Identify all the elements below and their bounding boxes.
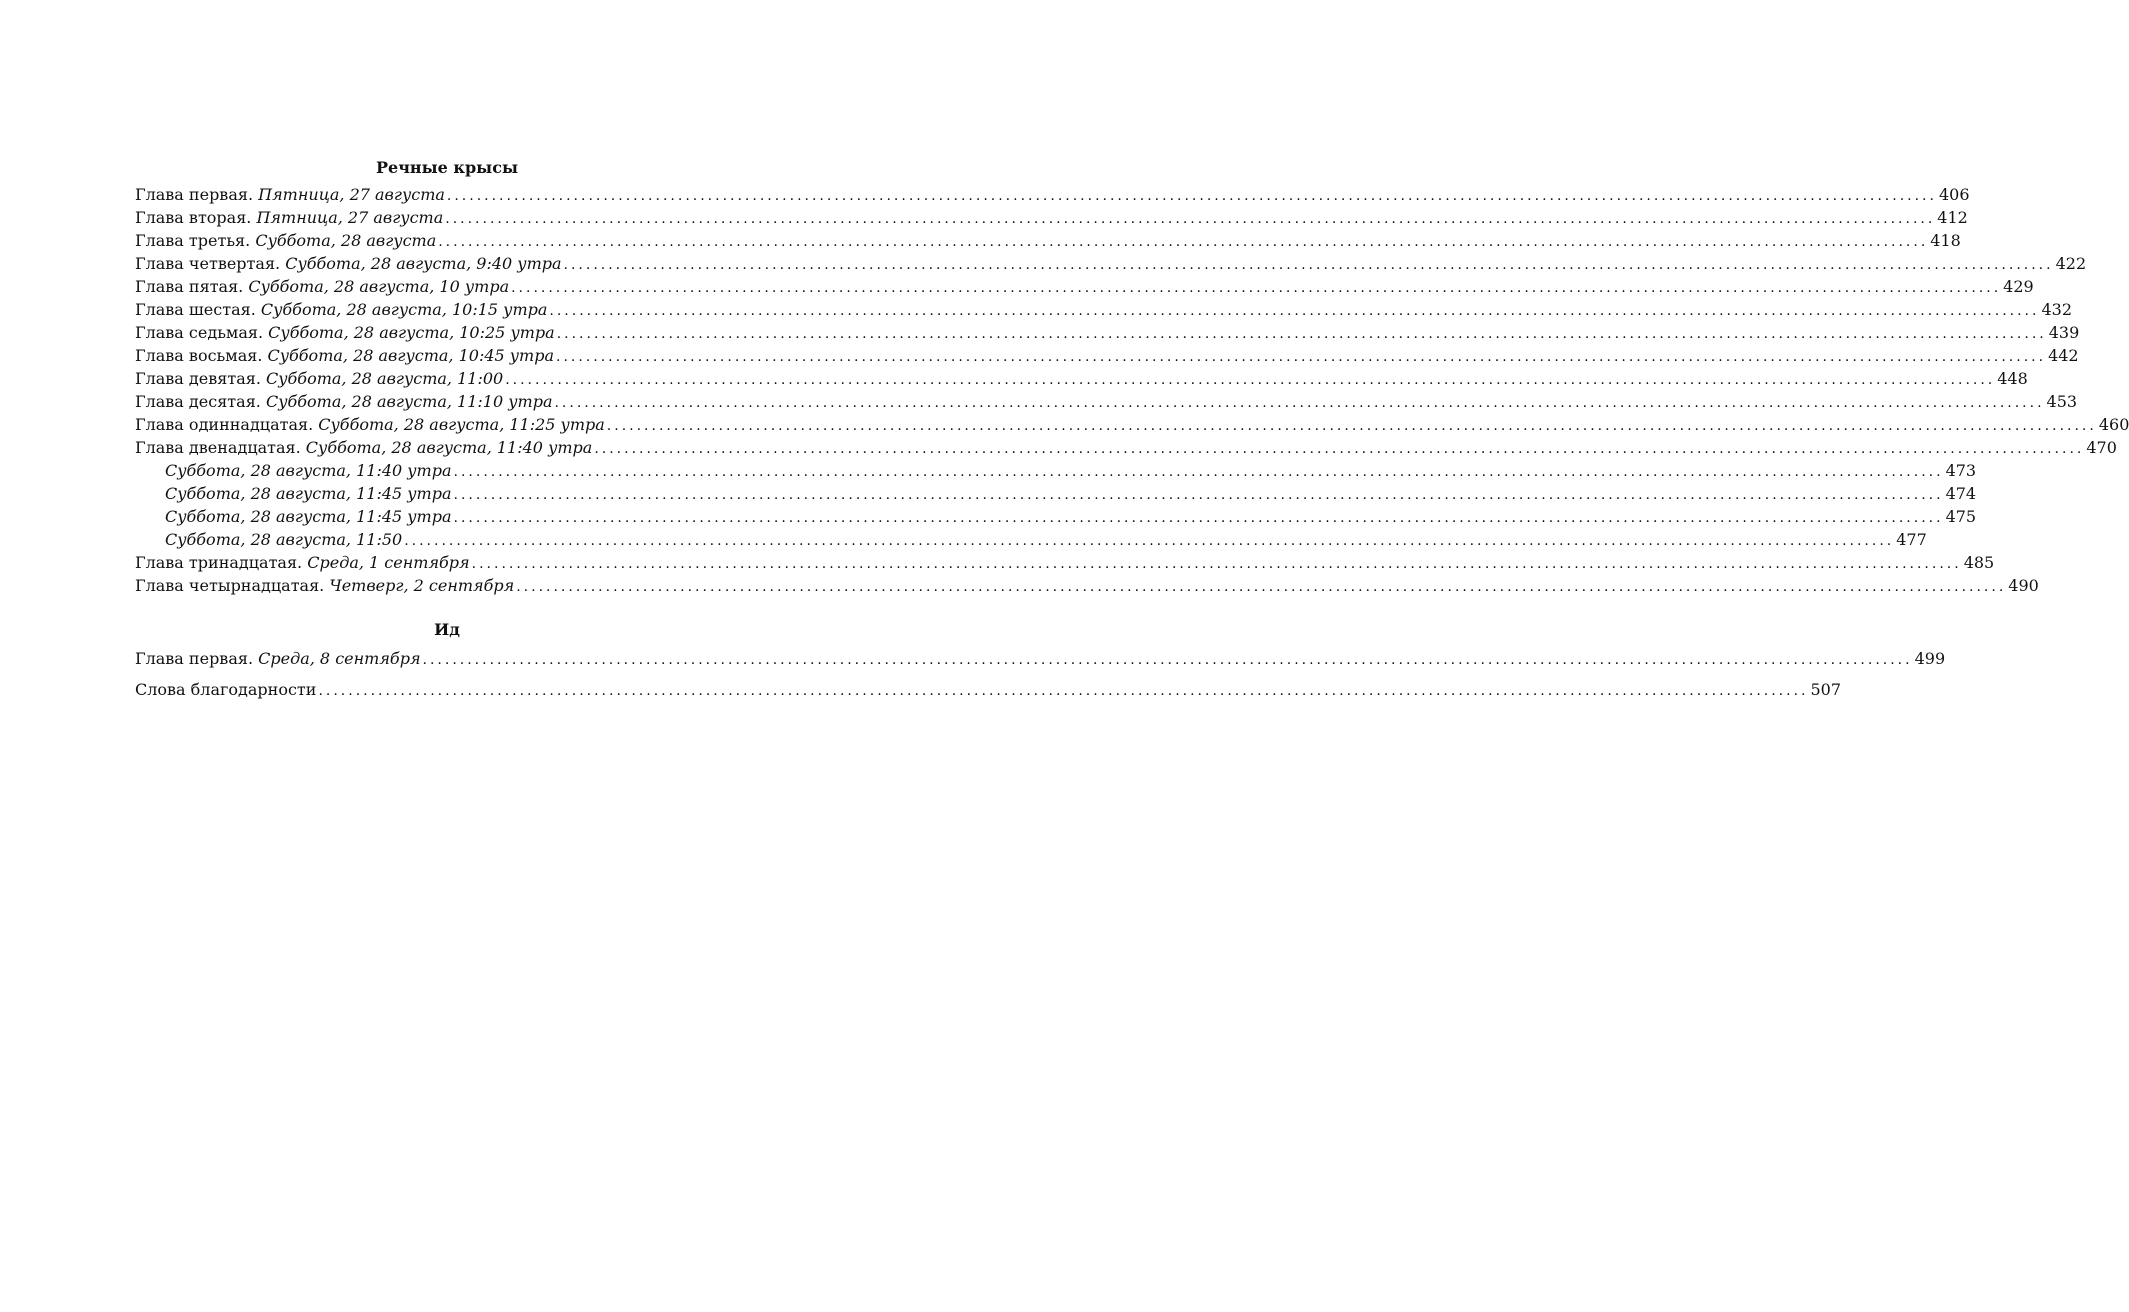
toc-entry-date: Суббота, 28 августа, 11:00 xyxy=(266,369,504,388)
toc-entry-label: Слова благодарности xyxy=(135,680,317,699)
toc-entry-date: Суббота, 28 августа, 10 утра xyxy=(248,277,510,296)
toc-entry-date: Среда, 1 сентября xyxy=(307,553,470,572)
toc-entry[interactable] xyxy=(135,390,2078,413)
toc-entry-label: Глава тринадцатая. xyxy=(135,553,308,572)
dot-leader: ........................................................................................................................................................................................................ xyxy=(453,487,1944,503)
toc-entry[interactable] xyxy=(135,298,2072,321)
toc-entry-page: 499 xyxy=(1914,649,1946,668)
toc-entry-page: 485 xyxy=(1963,553,1995,572)
toc-entry-label: Глава третья. xyxy=(135,231,256,250)
dot-leader: ........................................................................................................................................................................................................ xyxy=(453,464,1944,480)
dot-leader: ........................................................................................................................................................................................................ xyxy=(563,257,2054,273)
toc-entry-date: Суббота, 28 августа, 11:45 утра xyxy=(165,507,452,526)
toc-entry-acknowledgements[interactable] xyxy=(135,678,1842,701)
dot-leader: ........................................................................................................................................................................................................ xyxy=(422,652,1913,668)
toc-entry-page: 432 xyxy=(2041,300,2072,319)
toc-entry-label: Глава одиннадцатая. xyxy=(135,415,319,434)
toc-entry-date: Пятница, 27 августа xyxy=(258,185,445,204)
toc-entry[interactable] xyxy=(135,321,2080,344)
toc-entry-date: Суббота, 28 августа, 11:45 утра xyxy=(165,484,452,503)
toc-entry-date: Суббота, 28 августа, 9:40 утра xyxy=(285,254,562,273)
toc-entry-title xyxy=(135,551,470,574)
toc-entry-title xyxy=(135,344,554,367)
toc-entry-page: 422 xyxy=(2055,254,2087,273)
toc-entry-page: 418 xyxy=(1930,231,1961,250)
dot-leader: ........................................................................................................................................................................................................ xyxy=(606,418,2097,434)
toc-entry-page: 507 xyxy=(1810,680,1842,699)
toc-page xyxy=(135,155,2129,701)
toc-entry-page: 460 xyxy=(2098,415,2129,434)
toc-entry-title xyxy=(135,229,436,252)
toc-entry-label: Глава шестая. xyxy=(135,300,261,319)
toc-entry[interactable] xyxy=(135,344,2079,367)
toc-entry-label: Глава двенадцатая. xyxy=(135,438,306,457)
toc-entry-date: Среда, 8 сентября xyxy=(258,649,421,668)
toc-entry-title xyxy=(135,390,552,413)
toc-entry[interactable] xyxy=(135,459,1977,482)
toc-entry-title xyxy=(135,183,445,206)
dot-leader: ........................................................................................................................................................................................................ xyxy=(511,280,2002,296)
toc-entry[interactable] xyxy=(135,436,2117,459)
dot-leader: ........................................................................................................................................................................................................ xyxy=(556,326,2047,342)
toc-entry[interactable] xyxy=(135,551,1995,574)
dot-leader: ........................................................................................................................................................................................................ xyxy=(445,211,1936,227)
toc-entry-label: Глава четвертая. xyxy=(135,254,286,273)
dot-leader: ........................................................................................................................................................................................................ xyxy=(556,349,2047,365)
toc-entry-title xyxy=(165,482,452,505)
toc-entry[interactable] xyxy=(135,367,2028,390)
toc-entry-label: Глава седьмая. xyxy=(135,323,269,342)
toc-entry[interactable] xyxy=(135,252,2087,275)
dot-leader: ........................................................................................................................................................................................................ xyxy=(318,683,1809,699)
toc-entry-page: 475 xyxy=(1945,507,1977,526)
toc-entry-title xyxy=(135,206,443,229)
toc-entry-label: Глава вторая. xyxy=(135,208,257,227)
toc-entry-label: Глава девятая. xyxy=(135,369,267,388)
dot-leader: ........................................................................................................................................................................................................ xyxy=(446,188,1937,204)
toc-entry-date: Четверг, 2 сентября xyxy=(329,576,515,595)
toc-entry[interactable] xyxy=(135,505,1977,528)
toc-entry-title xyxy=(165,505,452,528)
toc-entry-date: Суббота, 28 августа, 10:15 утра xyxy=(260,300,548,319)
toc-entry-title xyxy=(135,275,509,298)
toc-entry-date: Суббота, 28 августа, 11:25 утра xyxy=(318,415,605,434)
dot-leader: ........................................................................................................................................................................................................ xyxy=(554,395,2045,411)
toc-entry-title xyxy=(165,459,452,482)
toc-entry-date: Суббота, 28 августа, 11:40 утра xyxy=(165,461,452,480)
toc-entry-date: Суббота, 28 августа, 11:50 xyxy=(165,530,403,549)
toc-entry-date: Суббота, 28 августа, 10:45 утра xyxy=(267,346,555,365)
toc-entry-title xyxy=(135,436,592,459)
toc-entry[interactable] xyxy=(135,413,2129,436)
dot-leader: ........................................................................................................................................................................................................ xyxy=(404,533,1895,549)
toc-entry-page: 470 xyxy=(2086,438,2117,457)
toc-entry-page: 429 xyxy=(2003,277,2034,296)
dot-leader: ........................................................................................................................................................................................................ xyxy=(505,372,1996,388)
toc-entry-date: Суббота, 28 августа, 11:40 утра xyxy=(305,438,593,457)
toc-entry-label: Глава десятая. xyxy=(135,392,266,411)
toc-entry[interactable] xyxy=(135,183,1970,206)
toc-list-id xyxy=(135,647,1946,670)
toc-entry-page: 448 xyxy=(1997,369,2028,388)
toc-entry-page: 412 xyxy=(1937,208,1968,227)
section-title-rechnye-krysy: Речные крысы xyxy=(376,158,518,177)
toc-entry-label: Глава восьмая. xyxy=(135,346,268,365)
toc-entry-title xyxy=(135,574,514,597)
dot-leader: ........................................................................................................................................................................................................ xyxy=(516,579,2007,595)
toc-entry-page: 453 xyxy=(2046,392,2078,411)
toc-entry[interactable] xyxy=(135,647,1946,670)
dot-leader: ........................................................................................................................................................................................................ xyxy=(471,556,1962,572)
toc-entry[interactable] xyxy=(135,482,1977,505)
toc-entry-label: Глава первая. xyxy=(135,649,259,668)
toc-entry-page: 477 xyxy=(1896,530,1927,549)
toc-entry[interactable] xyxy=(135,275,2034,298)
toc-entry-label: Глава первая. xyxy=(135,185,259,204)
toc-entry-title xyxy=(135,647,421,670)
toc-entry-title xyxy=(135,367,503,390)
toc-entry-page: 406 xyxy=(1938,185,1970,204)
toc-entry-page: 490 xyxy=(2008,576,2039,595)
section-title-id: Ид xyxy=(434,620,460,639)
toc-entry-page: 474 xyxy=(1945,484,1977,503)
toc-entry[interactable] xyxy=(135,528,1927,551)
toc-entry-page: 439 xyxy=(2048,323,2080,342)
toc-entry-date: Суббота, 28 августа, 11:10 утра xyxy=(265,392,553,411)
toc-entry-date: Пятница, 27 августа xyxy=(256,208,444,227)
toc-entry-title xyxy=(135,298,547,321)
toc-entry-page: 473 xyxy=(1945,461,1977,480)
dot-leader: ........................................................................................................................................................................................................ xyxy=(453,510,1944,526)
toc-entry-title xyxy=(135,252,562,275)
toc-entry-label: Глава пятая. xyxy=(135,277,249,296)
toc-list-rechnye-krysy xyxy=(135,183,2129,597)
toc-entry-title xyxy=(135,413,605,436)
toc-entry-page: 442 xyxy=(2048,346,2079,365)
toc-entry-date: Суббота, 28 августа, 10:25 утра xyxy=(268,323,555,342)
toc-entry[interactable] xyxy=(135,206,1968,229)
toc-entry-label: Глава четырнадцатая. xyxy=(135,576,330,595)
dot-leader: ........................................................................................................................................................................................................ xyxy=(438,234,1929,250)
toc-entry-title xyxy=(135,321,555,344)
toc-entry[interactable] xyxy=(135,229,1961,252)
toc-entry-date: Суббота, 28 августа xyxy=(255,231,437,250)
toc-entry[interactable] xyxy=(135,574,2039,597)
dot-leader: ........................................................................................................................................................................................................ xyxy=(549,303,2040,319)
toc-entry-title xyxy=(165,528,402,551)
dot-leader: ........................................................................................................................................................................................................ xyxy=(594,441,2085,457)
